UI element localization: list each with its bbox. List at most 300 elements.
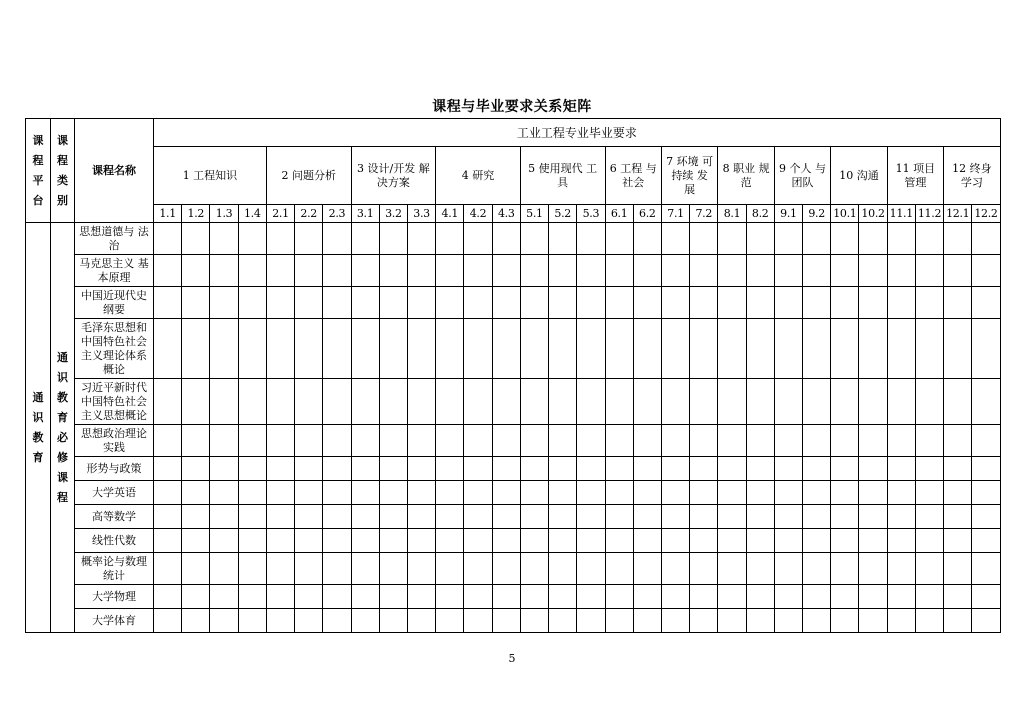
matrix-cell — [887, 319, 915, 379]
matrix-cell — [746, 505, 774, 529]
matrix-cell — [407, 287, 435, 319]
matrix-cell — [605, 287, 633, 319]
matrix-cell — [492, 457, 520, 481]
matrix-cell — [520, 457, 548, 481]
matrix-cell — [379, 255, 407, 287]
matrix-cell — [577, 457, 605, 481]
matrix-cell — [972, 505, 1000, 529]
matrix-cell — [492, 505, 520, 529]
matrix-cell — [182, 609, 210, 633]
matrix-cell — [972, 255, 1000, 287]
matrix-cell — [379, 457, 407, 481]
sub-requirement-12.2: 12.2 — [972, 205, 1000, 223]
matrix-cell — [746, 379, 774, 425]
matrix-cell — [605, 223, 633, 255]
matrix-cell — [774, 319, 802, 379]
matrix-cell — [295, 319, 323, 379]
matrix-cell — [154, 425, 182, 457]
matrix-cell — [690, 553, 718, 585]
matrix-cell — [887, 553, 915, 585]
matrix-cell — [238, 425, 266, 457]
matrix-cell — [210, 255, 238, 287]
matrix-cell — [379, 287, 407, 319]
matrix-cell — [972, 553, 1000, 585]
matrix-cell — [379, 585, 407, 609]
matrix-cell — [266, 481, 294, 505]
matrix-cell — [323, 287, 351, 319]
matrix-cell — [154, 457, 182, 481]
matrix-cell — [436, 529, 464, 553]
matrix-cell — [859, 529, 887, 553]
matrix-cell — [944, 287, 972, 319]
sub-requirement-4.3: 4.3 — [492, 205, 520, 223]
matrix-cell — [492, 425, 520, 457]
sub-requirement-10.1: 10.1 — [831, 205, 859, 223]
matrix-cell — [295, 529, 323, 553]
matrix-cell — [803, 223, 831, 255]
matrix-cell — [323, 553, 351, 585]
matrix-cell — [803, 481, 831, 505]
table-row — [26, 425, 1001, 457]
sub-requirement-11.2: 11.2 — [915, 205, 943, 223]
matrix-cell — [210, 585, 238, 609]
matrix-cell — [436, 457, 464, 481]
matrix-cell — [605, 255, 633, 287]
table-row — [26, 223, 1001, 255]
matrix-cell — [464, 425, 492, 457]
matrix-cell — [718, 585, 746, 609]
matrix-cell — [238, 553, 266, 585]
matrix-cell — [266, 223, 294, 255]
matrix-cell — [887, 287, 915, 319]
course-name-header: 课程名称 — [75, 119, 154, 223]
matrix-cell — [944, 609, 972, 633]
matrix-cell — [577, 287, 605, 319]
matrix-cell — [774, 457, 802, 481]
matrix-cell — [690, 319, 718, 379]
matrix-cell — [803, 585, 831, 609]
matrix-cell — [915, 481, 943, 505]
matrix-cell — [266, 379, 294, 425]
matrix-cell — [520, 379, 548, 425]
matrix-cell — [859, 223, 887, 255]
matrix-cell — [549, 505, 577, 529]
matrix-mark — [661, 457, 689, 481]
matrix-cell — [859, 585, 887, 609]
requirement-group-3 — [351, 147, 436, 205]
matrix-cell — [520, 481, 548, 505]
matrix-cell — [549, 481, 577, 505]
matrix-cell — [436, 379, 464, 425]
table-row — [26, 457, 1001, 481]
matrix-cell — [831, 481, 859, 505]
matrix-cell — [238, 457, 266, 481]
matrix-cell — [295, 609, 323, 633]
matrix-cell — [549, 287, 577, 319]
matrix-cell — [887, 529, 915, 553]
matrix-cell — [407, 425, 435, 457]
matrix-cell — [605, 529, 633, 553]
matrix-cell — [887, 223, 915, 255]
matrix-cell — [407, 529, 435, 553]
matrix-cell — [379, 223, 407, 255]
platform-header-text: 课程平台 — [32, 133, 44, 207]
course-name: 马克思主义 基本原理 — [75, 255, 154, 287]
matrix-cell — [690, 379, 718, 425]
page-number: 5 — [508, 652, 516, 665]
matrix-cell — [407, 481, 435, 505]
matrix-cell — [746, 319, 774, 379]
matrix-cell — [323, 223, 351, 255]
matrix-cell — [266, 585, 294, 609]
matrix-mark — [746, 609, 774, 633]
table-row — [26, 529, 1001, 553]
matrix-cell — [718, 529, 746, 553]
matrix-cell — [182, 379, 210, 425]
matrix-cell — [605, 457, 633, 481]
course-name: 思想政治理论 实践 — [75, 425, 154, 457]
matrix-cell — [690, 505, 718, 529]
requirement-group-label: 3 设计/开发 解决方案 — [357, 161, 430, 189]
matrix-cell — [690, 287, 718, 319]
matrix-cell — [549, 425, 577, 457]
requirement-group-label: 4 研究 — [461, 168, 495, 182]
matrix-cell — [803, 457, 831, 481]
matrix-cell — [718, 481, 746, 505]
matrix-cell — [690, 255, 718, 287]
matrix-cell — [605, 379, 633, 425]
matrix-cell — [803, 553, 831, 585]
matrix-cell — [295, 585, 323, 609]
matrix-cell — [407, 379, 435, 425]
matrix-cell — [154, 319, 182, 379]
matrix-cell — [661, 529, 689, 553]
requirement-group-label: 1 工程知识 — [182, 168, 238, 182]
matrix-cell — [831, 319, 859, 379]
matrix-cell — [407, 609, 435, 633]
matrix-cell — [633, 585, 661, 609]
matrix-cell — [436, 425, 464, 457]
matrix-cell — [549, 319, 577, 379]
course-name: 大学物理 — [75, 585, 154, 609]
sub-requirement-8.2: 8.2 — [746, 205, 774, 223]
matrix-cell — [887, 585, 915, 609]
platform-cell — [26, 223, 51, 633]
matrix-cell — [549, 457, 577, 481]
matrix-cell — [605, 585, 633, 609]
requirement-group-8 — [718, 147, 774, 205]
requirement-group-label: 11 项目 管理 — [895, 161, 936, 189]
matrix-cell — [351, 379, 379, 425]
matrix-cell — [520, 553, 548, 585]
matrix-cell — [915, 529, 943, 553]
matrix-cell — [915, 609, 943, 633]
matrix-cell — [746, 223, 774, 255]
matrix-cell — [690, 223, 718, 255]
matrix-cell — [154, 255, 182, 287]
matrix-cell — [295, 287, 323, 319]
requirement-group-label: 6 工程 与社会 — [609, 161, 657, 189]
matrix-cell — [605, 609, 633, 633]
matrix-cell — [661, 255, 689, 287]
matrix-cell — [464, 287, 492, 319]
matrix-cell — [915, 223, 943, 255]
matrix-cell — [182, 457, 210, 481]
matrix-cell — [972, 425, 1000, 457]
matrix-cell — [295, 457, 323, 481]
matrix-cell — [944, 585, 972, 609]
sub-requirement-5.1: 5.1 — [520, 205, 548, 223]
matrix-cell — [549, 529, 577, 553]
matrix-cell — [436, 255, 464, 287]
matrix-cell — [210, 425, 238, 457]
matrix-cell — [407, 255, 435, 287]
matrix-cell — [887, 255, 915, 287]
page-title: 课程与毕业要求关系矩阵 — [432, 99, 592, 115]
requirement-group-label: 2 问题分析 — [281, 168, 336, 182]
course-name: 形势与政策 — [75, 457, 154, 481]
matrix-cell — [492, 585, 520, 609]
matrix-mark — [154, 585, 182, 609]
matrix-cell — [633, 287, 661, 319]
matrix-cell — [266, 505, 294, 529]
matrix-cell — [266, 425, 294, 457]
matrix-cell — [464, 255, 492, 287]
matrix-cell — [803, 425, 831, 457]
matrix-cell — [972, 287, 1000, 319]
matrix-mark — [718, 379, 746, 425]
matrix-cell — [803, 609, 831, 633]
matrix-cell — [464, 319, 492, 379]
course-requirement-matrix — [25, 118, 1001, 633]
matrix-cell — [633, 425, 661, 457]
matrix-cell — [266, 529, 294, 553]
matrix-cell — [436, 505, 464, 529]
matrix-cell — [182, 223, 210, 255]
matrix-cell — [972, 379, 1000, 425]
matrix-cell — [323, 379, 351, 425]
matrix-cell — [859, 379, 887, 425]
matrix-cell — [746, 287, 774, 319]
platform-cell-text: 通识教育 — [32, 390, 44, 464]
matrix-cell — [774, 553, 802, 585]
matrix-cell — [266, 255, 294, 287]
matrix-cell — [549, 609, 577, 633]
matrix-cell — [915, 379, 943, 425]
matrix-cell — [690, 481, 718, 505]
matrix-cell — [831, 255, 859, 287]
category-header — [51, 119, 75, 223]
matrix-cell — [831, 457, 859, 481]
category-cell — [51, 223, 75, 633]
course-name: 毛泽东思想和 中国特色社会 主义理论体系 概论 — [75, 319, 154, 379]
matrix-mark — [661, 379, 689, 425]
matrix-cell — [887, 379, 915, 425]
matrix-cell — [605, 481, 633, 505]
matrix-mark — [154, 505, 182, 529]
matrix-cell — [379, 319, 407, 379]
matrix-cell — [436, 223, 464, 255]
matrix-cell — [520, 223, 548, 255]
matrix-cell — [944, 425, 972, 457]
matrix-cell — [407, 457, 435, 481]
matrix-cell — [944, 379, 972, 425]
sub-requirement-5.3: 5.3 — [577, 205, 605, 223]
matrix-mark — [718, 223, 746, 255]
matrix-cell — [407, 319, 435, 379]
matrix-cell — [577, 481, 605, 505]
matrix-cell — [154, 379, 182, 425]
table-row — [26, 287, 1001, 319]
matrix-cell — [633, 319, 661, 379]
matrix-cell — [944, 255, 972, 287]
table-row — [26, 255, 1001, 287]
matrix-cell — [295, 425, 323, 457]
matrix-cell — [182, 287, 210, 319]
matrix-cell — [718, 609, 746, 633]
matrix-cell — [238, 255, 266, 287]
matrix-cell — [944, 319, 972, 379]
sub-requirement-4.1: 4.1 — [436, 205, 464, 223]
matrix-cell — [407, 505, 435, 529]
course-name: 概率论与数理 统计 — [75, 553, 154, 585]
requirement-group-1 — [154, 147, 267, 205]
matrix-cell — [915, 457, 943, 481]
matrix-cell — [831, 505, 859, 529]
matrix-cell — [492, 529, 520, 553]
matrix-cell — [351, 255, 379, 287]
matrix-cell — [633, 255, 661, 287]
matrix-cell — [323, 481, 351, 505]
matrix-cell — [323, 609, 351, 633]
matrix-cell — [182, 481, 210, 505]
matrix-cell — [803, 505, 831, 529]
matrix-cell — [154, 287, 182, 319]
matrix-cell — [520, 505, 548, 529]
matrix-cell — [520, 425, 548, 457]
sub-requirement-1.2: 1.2 — [182, 205, 210, 223]
matrix-cell — [746, 481, 774, 505]
matrix-cell — [577, 425, 605, 457]
matrix-cell — [492, 609, 520, 633]
table-row — [26, 319, 1001, 379]
table-row — [26, 505, 1001, 529]
sub-requirement-3.3: 3.3 — [407, 205, 435, 223]
matrix-cell — [831, 379, 859, 425]
matrix-cell — [972, 223, 1000, 255]
matrix-mark — [154, 529, 182, 553]
matrix-cell — [944, 481, 972, 505]
matrix-cell — [633, 505, 661, 529]
matrix-cell — [577, 585, 605, 609]
matrix-cell — [774, 223, 802, 255]
matrix-cell — [803, 529, 831, 553]
matrix-cell — [831, 223, 859, 255]
table-row — [26, 609, 1001, 633]
matrix-cell — [436, 287, 464, 319]
requirement-group-7 — [661, 147, 717, 205]
matrix-cell — [746, 457, 774, 481]
matrix-mark — [661, 425, 689, 457]
matrix-cell — [915, 585, 943, 609]
sub-requirement-3.1: 3.1 — [351, 205, 379, 223]
matrix-cell — [944, 529, 972, 553]
course-name: 高等数学 — [75, 505, 154, 529]
matrix-cell — [577, 223, 605, 255]
matrix-cell — [915, 287, 943, 319]
matrix-cell — [323, 585, 351, 609]
matrix-cell — [915, 319, 943, 379]
matrix-cell — [266, 553, 294, 585]
matrix-cell — [351, 287, 379, 319]
sub-requirement-1.4: 1.4 — [238, 205, 266, 223]
matrix-cell — [972, 585, 1000, 609]
matrix-cell — [492, 319, 520, 379]
matrix-cell — [944, 457, 972, 481]
sub-requirement-8.1: 8.1 — [718, 205, 746, 223]
matrix-cell — [323, 255, 351, 287]
matrix-cell — [379, 481, 407, 505]
matrix-cell — [464, 609, 492, 633]
matrix-cell — [266, 319, 294, 379]
matrix-cell — [605, 553, 633, 585]
matrix-cell — [436, 553, 464, 585]
matrix-cell — [182, 319, 210, 379]
requirement-group-label: 7 环境 可持续 发展 — [666, 154, 714, 196]
course-name: 中国近现代史 纲要 — [75, 287, 154, 319]
matrix-cell — [238, 505, 266, 529]
matrix-cell — [492, 481, 520, 505]
matrix-cell — [661, 505, 689, 529]
matrix-cell — [944, 553, 972, 585]
matrix-cell — [887, 481, 915, 505]
matrix-cell — [464, 379, 492, 425]
matrix-cell — [323, 505, 351, 529]
sub-requirement-9.1: 9.1 — [774, 205, 802, 223]
matrix-cell — [831, 609, 859, 633]
matrix-cell — [859, 505, 887, 529]
matrix-cell — [182, 529, 210, 553]
sub-requirement-7.2: 7.2 — [690, 205, 718, 223]
matrix-cell — [972, 481, 1000, 505]
sub-requirement-7.1: 7.1 — [661, 205, 689, 223]
matrix-cell — [379, 529, 407, 553]
matrix-cell — [774, 379, 802, 425]
matrix-cell — [182, 553, 210, 585]
matrix-cell — [859, 457, 887, 481]
matrix-cell — [633, 481, 661, 505]
matrix-cell — [915, 425, 943, 457]
matrix-cell — [210, 505, 238, 529]
matrix-cell — [577, 529, 605, 553]
matrix-cell — [774, 481, 802, 505]
matrix-cell — [915, 255, 943, 287]
requirements-header: 工业工程专业毕业要求 — [154, 119, 1001, 147]
matrix-mark — [859, 481, 887, 505]
matrix-cell — [492, 223, 520, 255]
matrix-cell — [661, 609, 689, 633]
matrix-cell — [577, 553, 605, 585]
matrix-cell — [464, 223, 492, 255]
matrix-cell — [774, 255, 802, 287]
matrix-cell — [464, 457, 492, 481]
sub-requirement-11.1: 11.1 — [887, 205, 915, 223]
matrix-cell — [351, 529, 379, 553]
sub-requirement-12.1: 12.1 — [944, 205, 972, 223]
matrix-cell — [718, 457, 746, 481]
matrix-cell — [182, 585, 210, 609]
matrix-cell — [210, 609, 238, 633]
